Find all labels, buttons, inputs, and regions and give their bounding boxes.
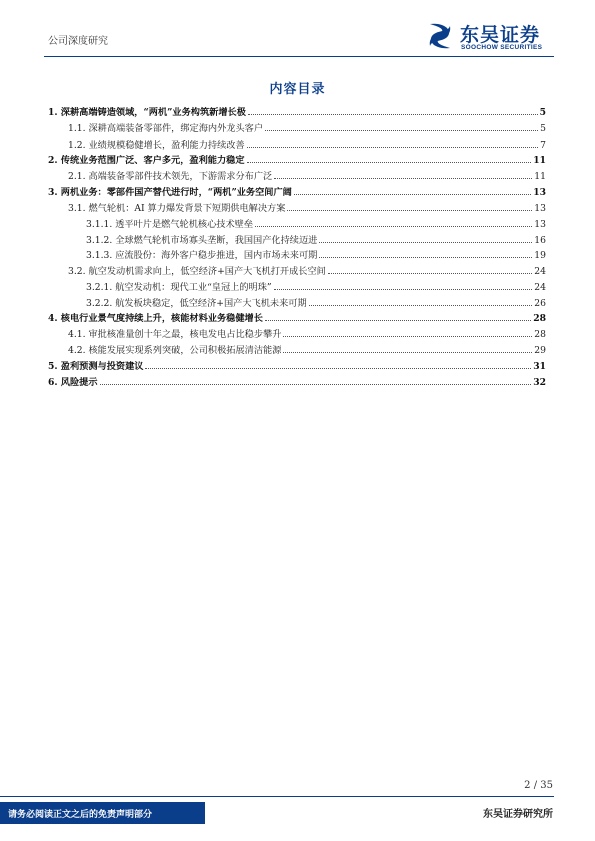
toc-entry-label: 1. 深耕高端铸造领域，“两机”业务构筑新增长极 bbox=[48, 107, 246, 118]
logo-text-chinese: 东吴证券 bbox=[460, 24, 541, 46]
toc-leader-dots bbox=[283, 335, 532, 337]
toc-entry-label: 3.2. 航空发动机需求向上，低空经济+国产大飞机打开成长空间 bbox=[68, 266, 326, 277]
toc-entry-label: 3. 两机业务：零部件国产替代进行时，“两机”业务空间广阔 bbox=[48, 187, 292, 198]
toc-entry-label: 3.1.1. 透平叶片是燃气轮机核心技术壁垒 bbox=[86, 219, 254, 230]
toc-entry[interactable] bbox=[68, 263, 546, 277]
toc-title: 内容目录 bbox=[269, 82, 326, 97]
toc-entry-label: 6. 风险提示 bbox=[48, 377, 98, 388]
toc-entry-page: 32 bbox=[533, 377, 546, 388]
toc-entry-label: 4.2. 核能发展实现系列突破，公司积极拓展清洁能源 bbox=[68, 345, 282, 356]
toc-entry-label: 3.2.1. 航空发动机：现代工业“皇冠上的明珠” bbox=[86, 282, 272, 293]
toc-leader-dots bbox=[309, 304, 533, 306]
toc-entry-page: 28 bbox=[533, 313, 546, 324]
logo-text-english: SOOCHOW SECURITIES bbox=[461, 44, 543, 51]
toc-entry[interactable] bbox=[68, 137, 546, 151]
footer-divider bbox=[0, 796, 554, 797]
toc-leader-dots bbox=[287, 209, 532, 211]
header-divider bbox=[44, 56, 554, 57]
toc-entry[interactable] bbox=[48, 152, 546, 166]
toc-entry-label: 2.1. 高端装备零部件技术领先，下游需求分布广泛 bbox=[68, 171, 273, 182]
toc-entry-label: 1.1. 深耕高端装备零部件，绑定海内外龙头客户 bbox=[68, 123, 264, 134]
toc-leader-dots bbox=[265, 129, 538, 131]
toc-entry-page: 13 bbox=[534, 203, 546, 214]
disclaimer-banner bbox=[0, 802, 205, 824]
toc-entry-page: 5 bbox=[540, 123, 546, 134]
toc-leader-dots bbox=[247, 146, 539, 148]
logo-mark-icon bbox=[424, 20, 456, 52]
toc-leader-dots bbox=[319, 256, 532, 258]
toc-entry-page: 26 bbox=[534, 298, 546, 309]
header-section-label: 公司深度研究 bbox=[48, 36, 108, 47]
toc-entry[interactable] bbox=[68, 326, 546, 340]
toc-entry[interactable] bbox=[48, 374, 546, 388]
toc-entry[interactable] bbox=[86, 232, 546, 246]
toc-entry-page: 24 bbox=[534, 266, 546, 277]
toc-entry[interactable] bbox=[68, 168, 546, 182]
toc-leader-dots bbox=[283, 351, 532, 353]
page-indicator: 2 / 35 bbox=[524, 780, 553, 791]
toc-entry-page: 31 bbox=[533, 361, 546, 372]
toc-entry[interactable] bbox=[86, 279, 546, 293]
toc-entry[interactable] bbox=[48, 310, 546, 324]
toc-entry-label: 3.1.3. 应流股份：海外客户稳步推进，国内市场未来可期 bbox=[86, 250, 318, 261]
toc-entry[interactable] bbox=[48, 184, 546, 198]
toc-entry-label: 2. 传统业务范围广泛、客户多元，盈利能力稳定 bbox=[48, 155, 245, 166]
toc-leader-dots bbox=[274, 177, 532, 179]
toc-leader-dots bbox=[145, 367, 531, 369]
disclaimer-text: 请务必阅读正文之后的免责声明部分 bbox=[8, 810, 153, 820]
toc-leader-dots bbox=[255, 225, 532, 227]
toc-entry-label: 4. 核电行业景气度持续上升，核能材料业务稳健增长 bbox=[48, 313, 263, 324]
toc-entry-label: 3.1.2. 全球燃气轮机市场寡头垄断，我国国产化持续迈进 bbox=[86, 235, 318, 246]
toc-entry[interactable] bbox=[68, 200, 546, 214]
toc-leader-dots bbox=[265, 319, 531, 321]
toc-entry[interactable] bbox=[68, 120, 546, 134]
toc-entry-page: 5 bbox=[539, 107, 546, 118]
toc-entry-page: 7 bbox=[540, 140, 546, 151]
toc-entry[interactable] bbox=[86, 216, 546, 230]
toc-entry-label: 4.1. 审批核准量创十年之最，核电发电占比稳步攀升 bbox=[68, 329, 282, 340]
toc-leader-dots bbox=[247, 161, 532, 163]
toc-leader-dots bbox=[328, 272, 532, 274]
toc-leader-dots bbox=[248, 113, 538, 115]
toc-entry-page: 13 bbox=[533, 187, 546, 198]
toc-entry-label: 3.1. 燃气轮机：AI 算力爆发背景下短期供电解决方案 bbox=[68, 203, 286, 214]
company-logo bbox=[424, 20, 554, 54]
toc-entry-page: 11 bbox=[533, 155, 546, 166]
toc-entry-page: 24 bbox=[534, 282, 546, 293]
toc-entry-page: 29 bbox=[534, 345, 546, 356]
toc-leader-dots bbox=[294, 193, 531, 195]
footer-institute: 东吴证券研究所 bbox=[483, 809, 553, 820]
toc-leader-dots bbox=[319, 241, 532, 243]
toc-entry-label: 3.2.2. 航发板块稳定，低空经济+国产大飞机未来可期 bbox=[86, 298, 307, 309]
toc-entry-page: 16 bbox=[534, 235, 546, 246]
toc-entry[interactable] bbox=[86, 247, 546, 261]
toc-entry-page: 19 bbox=[534, 250, 546, 261]
toc-entry[interactable] bbox=[48, 104, 546, 118]
toc-entry-page: 13 bbox=[534, 219, 546, 230]
toc-entry[interactable] bbox=[48, 358, 546, 372]
toc-entry[interactable] bbox=[68, 342, 546, 356]
toc-leader-dots bbox=[100, 383, 532, 385]
toc-entry[interactable] bbox=[86, 295, 546, 309]
toc-leader-dots bbox=[274, 288, 533, 290]
toc-entry-label: 5. 盈利预测与投资建议 bbox=[48, 361, 144, 372]
toc-entry-page: 28 bbox=[534, 329, 546, 340]
toc-entry-page: 11 bbox=[534, 171, 546, 182]
toc-entry-label: 1.2. 业绩规模稳健增长，盈利能力持续改善 bbox=[68, 140, 245, 151]
